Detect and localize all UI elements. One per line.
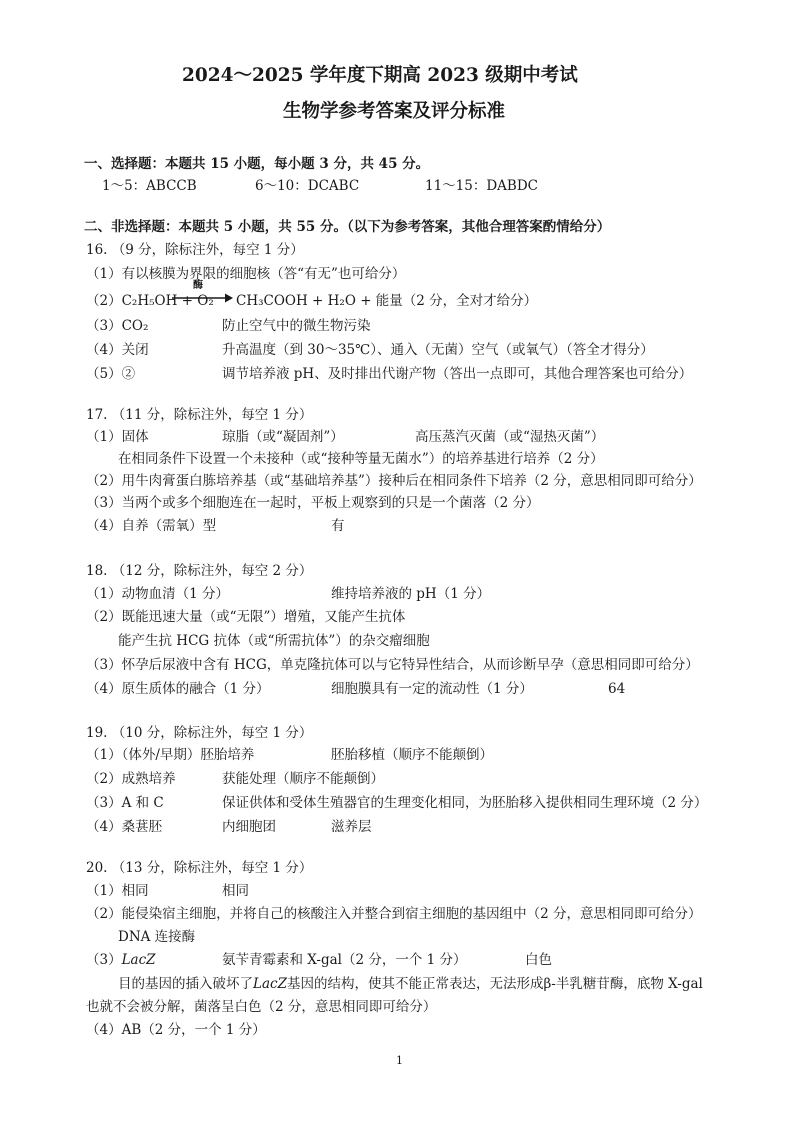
q18-answer-4c: 64 [608,681,626,697]
q18-answer-1b: 维持培养液的 pH（1 分） [331,586,491,602]
q18-answer-4b: 细胞膜具有一定的流动性（1 分） [331,681,533,697]
q16-answer-4a: （4）关闭 [86,342,149,358]
q18-answer-1a: （1）动物血清（1 分） [86,586,229,602]
q17-answer-1a: （1）固体 [86,429,149,445]
q19-answer-2a: （2）成熟培养 [86,771,176,787]
q17-heading: 17. （11 分，除标注外，每空 1 分） [86,407,313,423]
q19-answer-2b: 获能处理（顺序不能颠倒） [222,771,384,787]
answer-title: 生物学参考答案及评分标准 [283,101,506,122]
q16-answer-3b: 防止空气中的微生物污染 [222,318,371,334]
page-number: 1 [396,1054,403,1067]
q16-equation-left: （2）C₂H₅OH + O₂ [86,293,214,309]
q19-heading: 19. （10 分，除标注外，每空 1 分） [86,725,313,741]
q20-answer-3a-prefix: （3） [86,952,122,968]
part2-header: 二、非选择题：本题共 5 小题，共 55 分。（以下为参考答案，其他合理答案酌情给分） [84,219,611,235]
lacz-gene: LacZ [121,952,156,968]
enzyme-label: 酶 [193,280,203,291]
q17-answer-1c: 高压蒸汽灭菌（或“湿热灭菌”） [415,429,605,445]
q20-answer-3d [118,975,703,993]
q16-answer-1: （1）有以核膜为界限的细胞核（答“有无”也可给分） [86,266,406,282]
q18-answer-2a: （2）既能迅速大量（或“无限”）增殖，又能产生抗体 [86,609,406,625]
q17-answer-4a: （4）自养（需氧）型 [86,518,217,534]
q17-answer-2: （2）用牛肉膏蛋白胨培养基（或“基础培养基”）接种后在相同条件下培养（2 分，意思相同即可给分） [86,473,702,489]
answers-1-5: 1～5：ABCCB [102,178,197,194]
q17-answer-1d: 在相同条件下设置一个未接种（或“接种等量无菌水”）的培养基进行培养（2 分） [118,451,604,467]
q20-heading: 20. （13 分，除标注外，每空 1 分） [86,860,313,876]
q18-answer-3: （3）怀孕后尿液中含有 HCG，单克隆抗体可以与它特异性结合，从而诊断早孕（意思相同即可给分） [86,657,699,673]
reaction-arrow-icon [171,291,233,305]
answers-6-10: 6～10：DCABC [255,178,360,194]
q18-answer-2b: 能产生抗 HCG 抗体（或“所需抗体”）的杂交瘤细胞 [118,633,430,649]
q16-answer-5a: （5）② [86,366,136,382]
q19-answer-1b: 胚胎移植（顺序不能颠倒） [331,747,493,763]
part1-header: 一、选择题：本题共 15 小题，每小题 3 分，共 45 分。 [84,156,430,172]
q16-answer-4b: 升高温度（到 30～35℃）、通入（无菌）空气（或氧气）（答全才得分） [222,342,654,358]
q20-answer-3a [86,951,156,969]
q20-answer-4: （4）AB（2 分，一个 1 分） [86,1022,266,1038]
q16-answer-3a: （3）CO₂ [86,318,149,334]
q20-answer-3e: 也就不会被分解，菌落呈白色（2 分，意思相同即可给分） [86,999,437,1015]
q17-answer-1b: 琼脂（或“凝固剂”） [222,429,344,445]
q19-answer-4a: （4）桑葚胚 [86,819,163,835]
q19-answer-1a: （1）（体外/早期）胚胎培养 [86,747,255,763]
q20-answer-3b: 氨苄青霉素和 X-gal（2 分，一个 1 分） [222,952,467,968]
q18-answer-4a: （4）原生质体的融合（1 分） [86,681,270,697]
exam-title: 2024～2025 学年度下期高 2023 级期中考试 [182,65,578,86]
q16-equation-right: CH₃COOH + H₂O + 能量（2 分，全对才给分） [236,293,538,309]
q19-answer-4c: 滋养层 [331,819,372,835]
q20-answer-3d-pre: 目的基因的插入破坏了 [118,976,253,992]
q19-answer-3a: （3）A 和 C [86,795,164,811]
q20-answer-2a: （2）能侵染宿主细胞，并将自己的核酸注入并整合到宿主细胞的基因组中（2 分，意思相同即可给分） [86,906,702,922]
q17-answer-4b: 有 [331,518,345,534]
q19-answer-4b: 内细胞团 [222,819,276,835]
q20-answer-1b: 相同 [222,883,249,899]
q20-answer-2b: DNA 连接酶 [118,929,196,945]
q20-answer-3d-post: 基因的结构，使其不能正常表达，无法形成β-半乳糖苷酶，底物 X-gal [286,976,703,992]
lacz-gene: LacZ [253,976,287,992]
q18-heading: 18. （12 分，除标注外，每空 2 分） [86,563,313,579]
q16-answer-5b: 调节培养液 pH、及时排出代谢产物（答出一点即可，其他合理答案也可给分） [222,366,693,382]
q19-answer-3b: 保证供体和受体生殖器官的生理变化相同，为胚胎移入提供相同生理环境（2 分） [222,795,708,811]
answers-11-15: 11～15：DABDC [425,178,539,194]
q20-answer-1a: （1）相同 [86,883,149,899]
q16-heading: 16. （9 分，除标注外，每空 1 分） [86,242,304,258]
q20-answer-3c: 白色 [525,952,552,968]
q17-answer-3: （3）当两个或多个细胞连在一起时，平板上观察到的只是一个菌落（2 分） [86,495,540,511]
